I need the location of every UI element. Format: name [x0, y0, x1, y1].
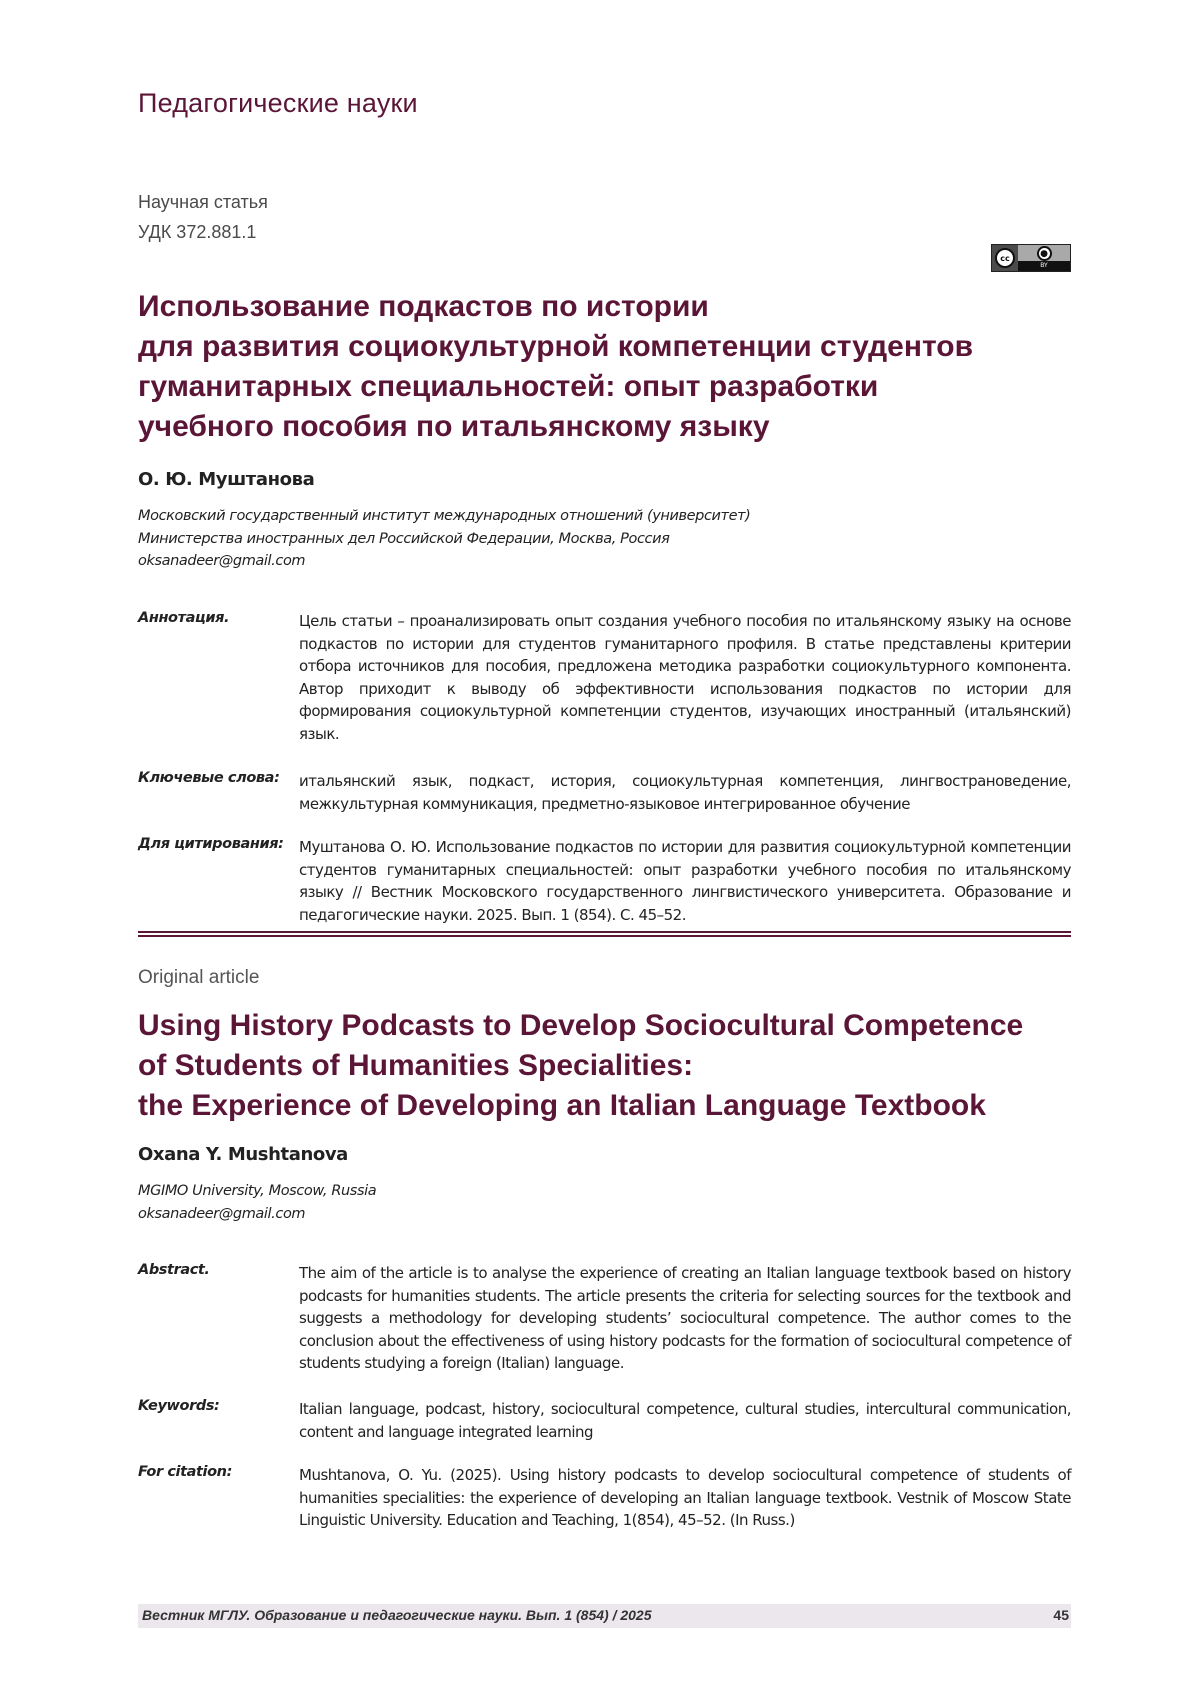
attribution-icon: ●: [1037, 246, 1052, 261]
citation-en-label: For citation:: [138, 1464, 233, 1480]
affiliation-line: Министерства иностранных дел Российской Федерации, Москва, Россия: [138, 530, 670, 547]
abstract-ru-text: Цель статьи – проанализировать опыт создания учебного пособия по итальянскому языку на основе подкастов по истории для студентов гуманитарного профиля. В статье представлены критерии отбора источников для пособия, предложена методика разработки социокультурного компонента. Автор приходит к выводу об эффективности использования подкастов по истории для формирования социокультурной компетенции студентов, изучающих иностранный (итальянский) язык.: [299, 612, 1071, 743]
affiliation-ru: [138, 505, 750, 573]
author-email-ru[interactable]: oksanadeer@gmail.com: [138, 553, 306, 569]
keywords-ru-text: итальянский язык, подкаст, история, социокультурная компетенция, лингвострановедение, межкультурная коммуникация, предметно-языковое интегрированное обучение: [299, 772, 1071, 813]
title-en-line: of Students of Humanities Specialities:: [138, 1049, 694, 1082]
citation-ru-label: Для цитирования:: [138, 836, 284, 852]
affiliation-line: Московский государственный институт международных отношений (университет): [138, 508, 751, 524]
title-ru-line: гуманитарных специальностей: опыт разработки: [138, 370, 879, 403]
udk-code: УДК 372.881.1: [138, 222, 257, 242]
title-en-line: Using History Podcasts to Develop Sociocultural Competence: [138, 1009, 1024, 1042]
abstract-ru-label: Аннотация.: [138, 610, 230, 626]
title-en-line: the Experience of Developing an Italian Language Textbook: [138, 1089, 986, 1122]
title-ru-line: учебного пособия по итальянскому языку: [138, 410, 770, 443]
page-footer: [138, 1604, 1071, 1628]
article-title-en: [138, 1006, 1078, 1126]
cc-by-license-badge[interactable]: [991, 244, 1071, 272]
citation-en-text: Mushtanova, O. Yu. (2025). Using history podcasts to develop sociocultural competence of students of humanities specialities: the experience of developing an Italian language textbook. Vestnik of Moscow State Linguistic University. Education and Teaching, 1(854), 45–52. (In Russ.): [299, 1466, 1071, 1529]
author-name-ru: О. Ю. Муштанова: [138, 469, 315, 490]
cc-icon: cc: [995, 248, 1015, 268]
keywords-en-text: Italian language, podcast, history, sociocultural competence, cultural studies, intercultural communication, content and language integrated learning: [299, 1400, 1071, 1441]
affiliation-en: [138, 1180, 376, 1225]
article-type-en: Original article: [138, 967, 260, 988]
title-ru-line: для развития социокультурной компетенции студентов: [138, 330, 974, 363]
keywords-ru-label: Ключевые слова:: [138, 770, 280, 786]
keywords-en-label: Keywords:: [138, 1398, 220, 1414]
section-header: Педагогические науки: [138, 88, 418, 118]
author-name-en: Oxana Y. Mushtanova: [138, 1144, 348, 1165]
abstract-en-label: Abstract.: [138, 1262, 210, 1278]
title-ru-line: Использование подкастов по истории: [138, 290, 709, 323]
citation-ru-text: Муштанова О. Ю. Использование подкастов по истории для развития социокультурной компетенции студентов гуманитарных специальностей: опыт разработки учебного пособия по итальянскому языку // Вестник Московского государственного лингвистического университета. Образование и педагогические науки. 2025. Вып. 1 (854). С. 45–52.: [299, 838, 1071, 924]
author-email-en[interactable]: oksanadeer@gmail.com: [138, 1205, 306, 1222]
affiliation-line: MGIMO University, Moscow, Russia: [138, 1183, 377, 1199]
abstract-en-text: The aim of the article is to analyse the experience of creating an Italian language textbook based on history podcasts for humanities students. The article presents the criteria for selecting sources for the textbook and suggests a methodology for developing students’ sociocultural competence. The author comes to the conclusion about the effectiveness of using history podcasts for the formation of sociocultural competence of students studying a foreign (Italian) language.: [299, 1264, 1071, 1372]
section-divider: [138, 931, 1071, 937]
page-number: 45: [1053, 1607, 1069, 1623]
article-type-ru: Научная статья: [138, 192, 268, 212]
footer-journal: Вестник МГЛУ. Образование и педагогические науки. Вып. 1 (854) / 2025: [142, 1607, 652, 1623]
by-label: BY: [1018, 261, 1070, 271]
article-title-ru: [138, 287, 1078, 447]
